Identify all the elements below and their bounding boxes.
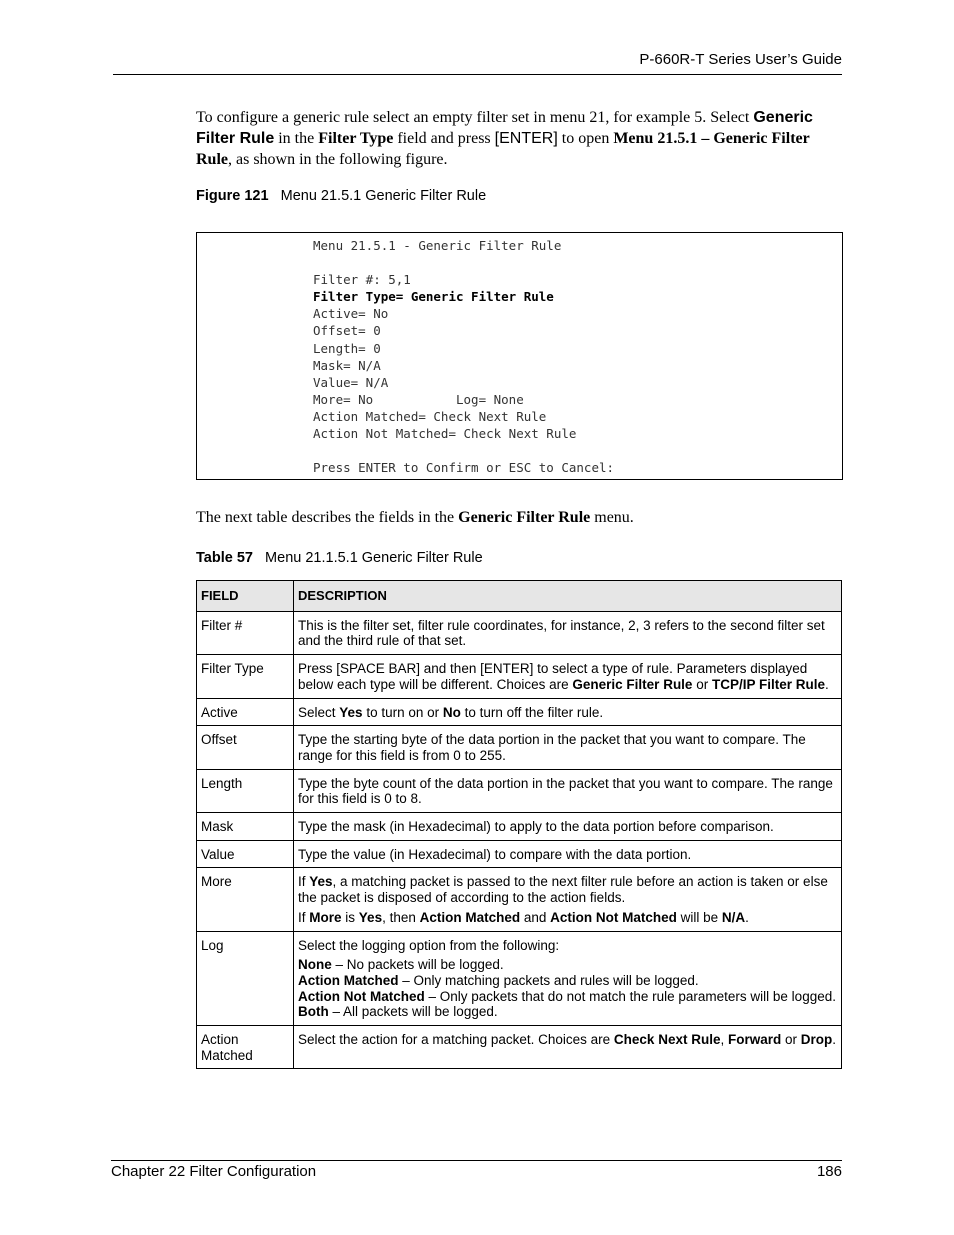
table-row bbox=[197, 655, 842, 698]
table-number: Table 57 bbox=[196, 550, 253, 566]
table-row bbox=[197, 931, 842, 1026]
column-header-field: FIELD bbox=[197, 581, 294, 612]
description-paragraph bbox=[298, 910, 837, 926]
terminal-lines bbox=[313, 237, 614, 476]
description-bold: None bbox=[298, 957, 332, 973]
description-text: or bbox=[781, 1032, 801, 1048]
table-intro-paragraph bbox=[196, 509, 634, 527]
description-text: will be bbox=[676, 909, 722, 925]
description-text: If bbox=[298, 874, 310, 890]
description-cell: Type the value (in Hexadecimal) to compare with the data portion. bbox=[294, 840, 842, 868]
intro-text: To configure a generic rule select an empty filter set in menu 21, for example 5. Select bbox=[196, 109, 754, 126]
description-bold: No bbox=[442, 704, 461, 720]
description-paragraph bbox=[298, 874, 837, 905]
table-row bbox=[197, 698, 842, 726]
field-cell: Filter # bbox=[197, 611, 294, 654]
table-row bbox=[197, 726, 842, 769]
field-cell: Mask bbox=[197, 813, 294, 841]
description-text: – No packets will be logged. bbox=[331, 957, 504, 973]
description-text: . bbox=[832, 1032, 837, 1048]
table-title: Menu 21.1.5.1 Generic Filter Rule bbox=[265, 550, 483, 566]
page-footer bbox=[111, 1160, 842, 1180]
description-bold: Both bbox=[298, 1004, 329, 1020]
description-text: , bbox=[720, 1032, 728, 1048]
table-row bbox=[197, 868, 842, 931]
description-text: – All packets will be logged. bbox=[328, 1004, 498, 1020]
table-intro-bold: Generic Filter Rule bbox=[458, 509, 591, 526]
description-bold: Action Not Matched bbox=[550, 909, 677, 925]
terminal-line: Action Matched= Check Next Rule bbox=[313, 408, 547, 424]
description-paragraph: Select the logging option from the following: bbox=[298, 937, 560, 953]
description-bold: More bbox=[309, 909, 342, 925]
table-row bbox=[197, 1026, 842, 1069]
description-bold: Check Next Rule bbox=[613, 1032, 721, 1048]
terminal-line: Mask= N/A bbox=[313, 357, 381, 373]
intro-text: , as shown in the following figure. bbox=[228, 151, 448, 168]
description-bold: Action Matched bbox=[298, 972, 399, 988]
field-cell: Log bbox=[197, 931, 294, 1026]
figure-caption bbox=[196, 188, 486, 204]
table-row bbox=[197, 813, 842, 841]
description-text: to turn on or bbox=[362, 704, 443, 720]
description-text: to turn off the filter rule. bbox=[460, 704, 604, 720]
description-bold: Generic Filter Rule bbox=[572, 676, 693, 692]
terminal-line: More= No Log= None bbox=[313, 391, 524, 407]
terminal-line: Menu 21.5.1 - Generic Filter Rule bbox=[313, 238, 562, 253]
field-description-table bbox=[196, 580, 842, 1069]
page-number: 186 bbox=[816, 1163, 842, 1180]
field-cell: Action Matched bbox=[197, 1026, 294, 1069]
terminal-line: Action Not Matched= Check Next Rule bbox=[313, 426, 577, 442]
terminal-line: Filter Type= Generic Filter Rule bbox=[313, 289, 554, 305]
intro-text: in the bbox=[274, 130, 319, 147]
terminal-line: Filter #: 5,1 bbox=[313, 272, 411, 288]
description-text: , a matching packet is passed to the next filter rule before an action is taken or else the packet is disposed of according to the action fields. bbox=[298, 874, 828, 906]
intro-text: field and press bbox=[393, 130, 495, 147]
terminal-line: Press ENTER to Confirm or ESC to Cancel: bbox=[313, 460, 615, 476]
description-cell: This is the filter set, filter rule coordinates, for instance, 2, 3 refers to the second filter set and the third rule of that set. bbox=[294, 611, 842, 654]
intro-bold-filter-type: Filter Type bbox=[318, 130, 394, 147]
description-bold: Drop bbox=[800, 1032, 833, 1048]
intro-bold-menu-name: Menu 21.5.1 – Generic Filter Rule bbox=[196, 130, 810, 168]
description-cell bbox=[294, 868, 842, 931]
description-cell bbox=[294, 931, 842, 1026]
table-row bbox=[197, 769, 842, 812]
field-cell: Length bbox=[197, 769, 294, 812]
field-cell: Offset bbox=[197, 726, 294, 769]
table-intro-text: The next table describes the fields in the bbox=[196, 509, 459, 526]
description-bold: N/A bbox=[721, 909, 746, 925]
description-bold: Forward bbox=[727, 1032, 782, 1048]
intro-paragraph bbox=[196, 107, 842, 170]
description-cell: Type the mask (in Hexadecimal) to apply to the data portion before comparison. bbox=[294, 813, 842, 841]
column-header-description: DESCRIPTION bbox=[294, 581, 842, 612]
table-caption bbox=[196, 550, 483, 566]
field-cell: More bbox=[197, 868, 294, 931]
description-text: Press [SPACE BAR] and then [ENTER] to select a type of rule. Parameters displayed below each type will be different. Choices are bbox=[298, 661, 808, 692]
figure-title: Menu 21.5.1 Generic Filter Rule bbox=[280, 188, 487, 204]
terminal-line: Length= 0 bbox=[313, 340, 381, 356]
description-text: and bbox=[520, 909, 551, 925]
description-cell: Type the byte count of the data portion in the packet that you want to compare. The range for this field is 0 to 8. bbox=[294, 769, 842, 812]
description-text: If bbox=[298, 909, 310, 925]
description-bold: Action Not Matched bbox=[298, 988, 425, 1004]
description-text: is bbox=[341, 909, 359, 925]
page-header bbox=[113, 50, 842, 75]
description-text: – Only packets that do not match the rule parameters will be logged. bbox=[424, 988, 836, 1004]
terminal-line bbox=[313, 254, 614, 271]
terminal-line: Active= No bbox=[313, 306, 389, 322]
terminal-screen bbox=[196, 232, 843, 480]
terminal-line: Value= N/A bbox=[313, 374, 389, 390]
figure-number: Figure 121 bbox=[196, 188, 269, 204]
table-row bbox=[197, 840, 842, 868]
description-bold: Yes bbox=[309, 874, 333, 890]
description-text: – Only matching packets and rules will be logged. bbox=[398, 972, 699, 988]
description-text: , then bbox=[382, 909, 420, 925]
description-bold: Yes bbox=[339, 704, 363, 720]
description-text: . bbox=[825, 676, 829, 692]
description-text: Select the action for a matching packet. Choices are bbox=[298, 1032, 614, 1048]
table-header-row bbox=[197, 581, 842, 612]
description-cell bbox=[294, 1026, 842, 1069]
description-cell bbox=[294, 655, 842, 698]
description-bold: Action Matched bbox=[419, 909, 521, 925]
intro-text: to open bbox=[557, 130, 614, 147]
table-row bbox=[197, 611, 842, 654]
field-cell: Filter Type bbox=[197, 655, 294, 698]
guide-title: P-660R-T Series User’s Guide bbox=[639, 51, 842, 68]
description-bold: TCP/IP Filter Rule bbox=[711, 676, 825, 692]
footer-chapter: Chapter 22 Filter Configuration bbox=[111, 1163, 317, 1180]
description-cell bbox=[294, 698, 842, 726]
description-text: or bbox=[692, 676, 712, 692]
description-text: . bbox=[745, 909, 749, 925]
description-bold: Yes bbox=[358, 909, 383, 925]
field-cell: Active bbox=[197, 698, 294, 726]
field-cell: Value bbox=[197, 840, 294, 868]
intro-bold-generic-filter-rule: Generic Filter Rule bbox=[196, 109, 813, 147]
intro-enter-key: [ENTER] bbox=[494, 130, 558, 147]
description-cell: Type the starting byte of the data portion in the packet that you want to compare. The range for this field is from 0 to 255. bbox=[294, 726, 842, 769]
description-paragraph bbox=[298, 957, 837, 1020]
description-text: Select bbox=[298, 704, 340, 720]
terminal-line bbox=[313, 442, 614, 459]
terminal-line: Offset= 0 bbox=[313, 323, 381, 339]
table-intro-text: menu. bbox=[590, 509, 634, 526]
